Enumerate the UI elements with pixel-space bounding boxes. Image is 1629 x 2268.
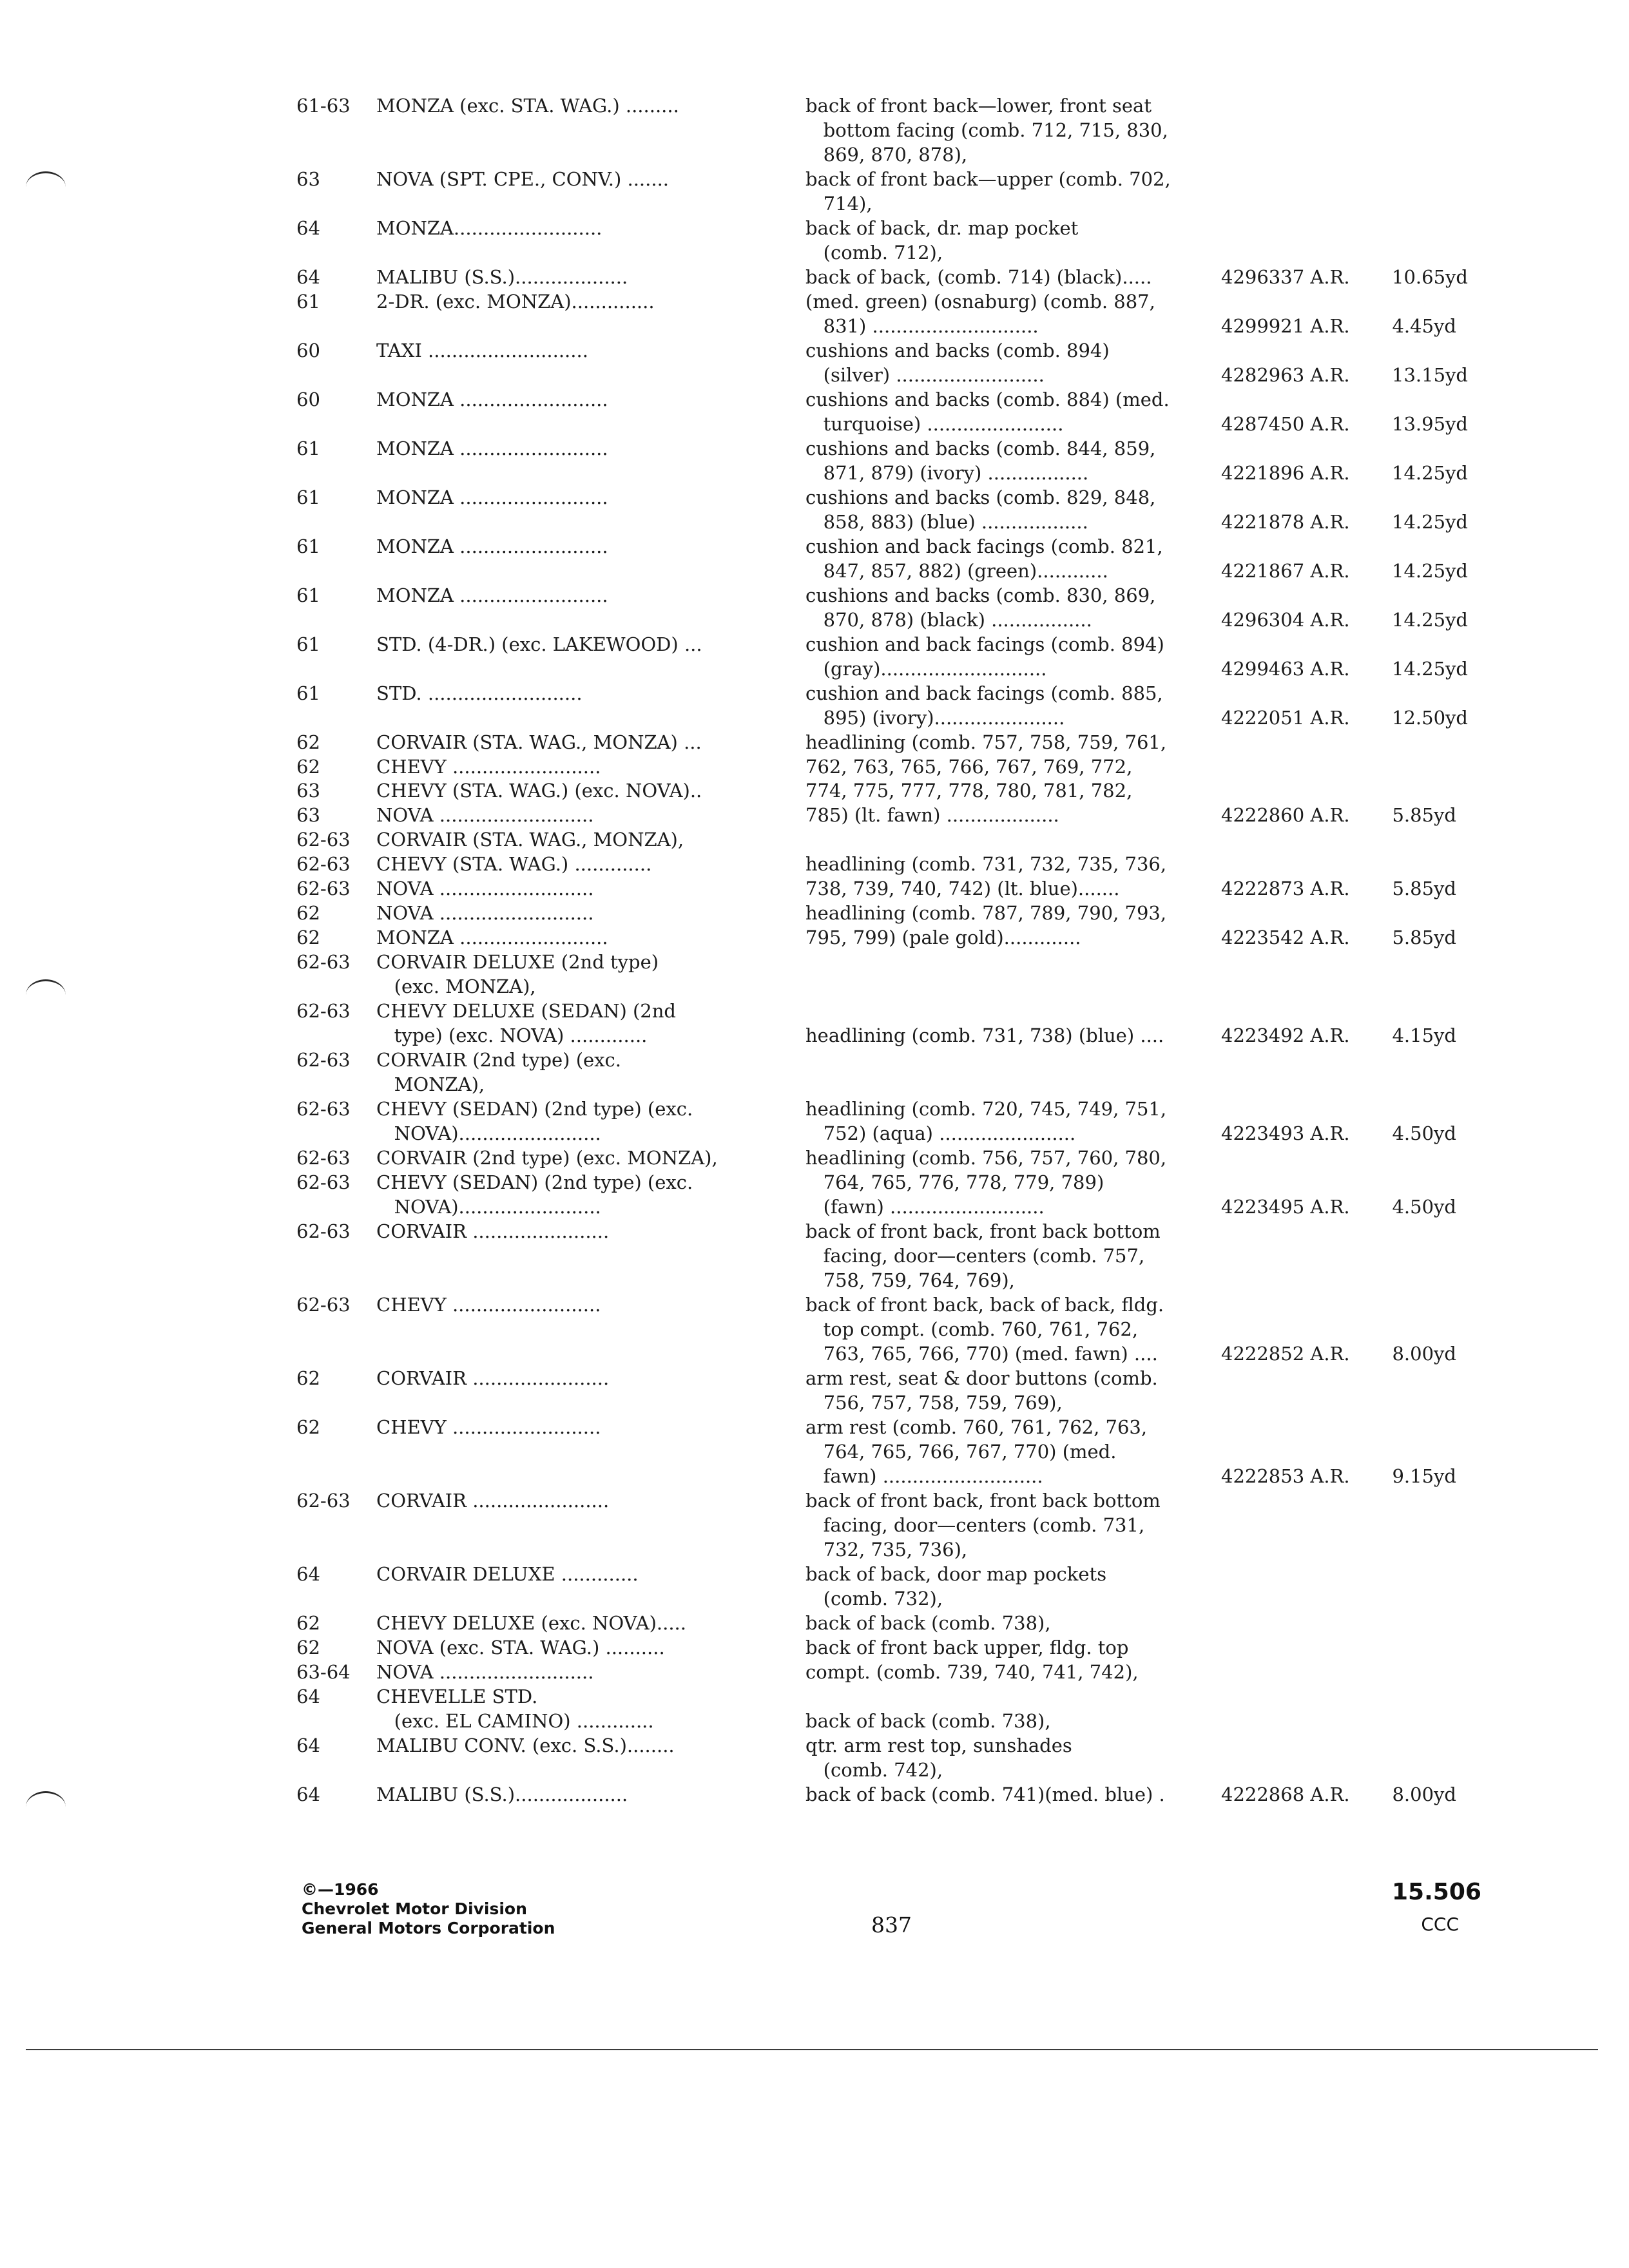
description-cell: fawn) ...........................: [805, 1465, 1043, 1487]
quantity-cell: 14.25yd: [1392, 559, 1468, 582]
description-cell: turquoise) .......................: [805, 412, 1064, 435]
description-cell: 763, 765, 766, 770) (med. fawn) ....: [805, 1343, 1158, 1365]
model-cell: MONZA (exc. STA. WAG.) .........: [376, 95, 679, 117]
description-cell: (comb. 742),: [805, 1758, 943, 1781]
description-cell: arm rest (comb. 760, 761, 762, 763,: [805, 1416, 1148, 1438]
year-cell: 63: [296, 780, 320, 802]
description-cell: headlining (comb. 787, 789, 790, 793,: [805, 902, 1167, 925]
page-number: 837: [871, 1912, 912, 1937]
model-cell: CORVAIR DELUXE (2nd type): [376, 951, 659, 974]
model-cell: NOVA ..........................: [376, 878, 594, 900]
description-cell: facing, door—centers (comb. 757,: [805, 1245, 1145, 1267]
year-cell: 62: [296, 1611, 320, 1634]
catalog-entry-row: [0, 461, 1629, 484]
catalog-entry-row: [0, 314, 1629, 337]
description-cell: headlining (comb. 731, 738) (blue) ....: [805, 1024, 1164, 1047]
model-cell: TAXI ...........................: [376, 339, 588, 361]
catalog-entry-row: [0, 1293, 1629, 1316]
description-cell: back of front back, back of back, fldg.: [805, 1294, 1164, 1316]
catalog-entry-row: [0, 143, 1629, 166]
year-cell: 64: [296, 216, 320, 239]
description-cell: 895) (ivory)......................: [805, 706, 1065, 729]
description-cell: headlining (comb. 720, 745, 749, 751,: [805, 1098, 1167, 1120]
description-cell: back of front back, front back bottom: [805, 1489, 1161, 1512]
description-cell: facing, door—centers (comb. 731,: [805, 1514, 1145, 1536]
part-number-cell: 4222860 A.R.: [1221, 804, 1350, 827]
description-cell: 752) (aqua) .......................: [805, 1122, 1076, 1145]
description-cell: 847, 857, 882) (green)............: [805, 559, 1108, 582]
model-cell: MONZA .........................: [376, 584, 608, 606]
model-cell: CHEVY DELUXE (SEDAN) (2nd: [376, 1000, 676, 1023]
binding-hole-mark: [26, 171, 66, 203]
description-cell: cushions and backs (comb. 884) (med.: [805, 388, 1170, 410]
description-cell: (silver) .........................: [805, 363, 1045, 386]
catalog-entry-row: [0, 706, 1629, 729]
part-number-cell: 4287450 A.R.: [1221, 412, 1350, 435]
year-cell: 62-63: [296, 1220, 351, 1243]
catalog-entry-row: [0, 1709, 1629, 1732]
quantity-cell: 14.25yd: [1392, 608, 1468, 631]
catalog-entry-row: [0, 950, 1629, 974]
part-number-cell: 4296337 A.R.: [1221, 265, 1350, 288]
catalog-entry-row: [0, 1146, 1629, 1169]
part-number-cell: 4299921 A.R.: [1221, 314, 1350, 337]
description-cell: 732, 735, 736),: [805, 1538, 968, 1561]
model-cell: (exc. MONZA),: [376, 975, 536, 998]
catalog-entry-row: [0, 559, 1629, 582]
catalog-entry-row: [0, 265, 1629, 288]
year-cell: 62: [296, 902, 320, 925]
model-cell: NOVA ..........................: [376, 804, 594, 827]
year-cell: 61: [296, 633, 320, 655]
corporation-line: General Motors Corporation: [302, 1919, 555, 1937]
year-cell: 62: [296, 1636, 320, 1658]
description-cell: cushions and backs (comb. 844, 859,: [805, 437, 1156, 459]
part-number-cell: 4222873 A.R.: [1221, 878, 1350, 900]
model-cell: MALIBU CONV. (exc. S.S.)........: [376, 1734, 675, 1756]
part-number-cell: 4223493 A.R.: [1221, 1122, 1350, 1145]
part-number-cell: 4221867 A.R.: [1221, 559, 1350, 582]
scan-edge-line: [26, 2049, 1598, 2050]
description-cell: cushions and backs (comb. 894): [805, 339, 1110, 361]
quantity-cell: 8.00yd: [1392, 1783, 1456, 1805]
catalog-entry-row: [0, 1342, 1629, 1365]
description-cell: back of back (comb. 741)(med. blue) .: [805, 1783, 1165, 1805]
quantity-cell: 14.25yd: [1392, 461, 1468, 484]
model-cell: CHEVY (SEDAN) (2nd type) (exc.: [376, 1098, 693, 1120]
year-cell: 64: [296, 1562, 320, 1585]
quantity-cell: 13.95yd: [1392, 412, 1468, 435]
description-cell: cushions and backs (comb. 829, 848,: [805, 486, 1156, 508]
year-cell: 62-63: [296, 829, 351, 851]
year-cell: 61-63: [296, 95, 351, 117]
model-cell: CHEVY (STA. WAG.) .............: [376, 853, 652, 876]
model-cell: CORVAIR .......................: [376, 1367, 610, 1389]
description-cell: cushions and backs (comb. 830, 869,: [805, 584, 1156, 606]
quantity-cell: 4.45yd: [1392, 314, 1456, 337]
model-cell: CORVAIR (STA. WAG., MONZA),: [376, 829, 684, 851]
catalog-entry-row: [0, 657, 1629, 680]
model-cell: MONZA .........................: [376, 437, 608, 459]
year-cell: 62-63: [296, 1489, 351, 1512]
model-cell: 2-DR. (exc. MONZA)..............: [376, 290, 655, 312]
description-cell: 795, 799) (pale gold).............: [805, 927, 1081, 949]
description-cell: 774, 775, 777, 778, 780, 781, 782,: [805, 780, 1133, 802]
quantity-cell: 13.15yd: [1392, 363, 1468, 386]
catalog-entry-row: [0, 1562, 1629, 1585]
description-cell: back of back, (comb. 714) (black).....: [805, 265, 1152, 288]
model-cell: CHEVY .........................: [376, 1416, 601, 1438]
description-cell: 871, 879) (ivory) .................: [805, 461, 1089, 484]
year-cell: 62-63: [296, 1294, 351, 1316]
part-number-cell: 4222051 A.R.: [1221, 706, 1350, 729]
part-number-cell: 4222868 A.R.: [1221, 1783, 1350, 1805]
description-cell: 785) (lt. fawn) ...................: [805, 804, 1059, 827]
description-cell: arm rest, seat & door buttons (comb.: [805, 1367, 1158, 1389]
description-cell: back of front back—upper (comb. 702,: [805, 168, 1171, 190]
catalog-entry-row: [0, 339, 1629, 361]
model-cell: MONZA),: [376, 1073, 485, 1096]
part-number-cell: 4221896 A.R.: [1221, 461, 1350, 484]
model-cell: MONZA .........................: [376, 927, 608, 949]
copyright-line: ©—1966: [302, 1880, 379, 1899]
description-cell: 756, 757, 758, 759, 769),: [805, 1391, 1063, 1414]
catalog-entry-row: [0, 1391, 1629, 1414]
year-cell: 62: [296, 1416, 320, 1438]
description-cell: cushion and back facings (comb. 885,: [805, 682, 1163, 704]
description-cell: top compt. (comb. 760, 761, 762,: [805, 1318, 1139, 1340]
description-cell: back of front back—lower, front seat: [805, 95, 1152, 117]
catalog-entry-row: [0, 1489, 1629, 1512]
description-cell: 764, 765, 766, 767, 770) (med.: [805, 1440, 1117, 1463]
catalog-entry-row: [0, 216, 1629, 239]
catalog-entry-row: [0, 1440, 1629, 1463]
year-cell: 64: [296, 1734, 320, 1756]
section-number: 15.506: [1392, 1879, 1481, 1905]
description-cell: back of front back, front back bottom: [805, 1220, 1161, 1243]
year-cell: 61: [296, 290, 320, 312]
year-cell: 64: [296, 1685, 320, 1707]
catalog-entry-row: [0, 1758, 1629, 1781]
quantity-cell: 14.25yd: [1392, 510, 1468, 533]
quantity-cell: 8.00yd: [1392, 1343, 1456, 1365]
description-cell: 831) ............................: [805, 314, 1039, 337]
year-cell: 62: [296, 927, 320, 949]
model-cell: NOVA ..........................: [376, 1660, 594, 1683]
model-cell: CORVAIR (2nd type) (exc. MONZA),: [376, 1147, 718, 1169]
catalog-entry-row: [0, 290, 1629, 312]
description-cell: 764, 765, 776, 778, 779, 789): [805, 1171, 1104, 1194]
description-cell: 858, 883) (blue) ..................: [805, 510, 1088, 533]
catalog-entry-row: [0, 94, 1629, 117]
model-cell: NOVA ..........................: [376, 902, 594, 925]
description-cell: 758, 759, 764, 769),: [805, 1269, 1015, 1291]
model-cell: MONZA .........................: [376, 486, 608, 508]
quantity-cell: 9.15yd: [1392, 1465, 1456, 1487]
catalog-entry-row: [0, 926, 1629, 949]
description-cell: (comb. 712),: [805, 241, 943, 264]
description-cell: 870, 878) (black) .................: [805, 608, 1092, 631]
year-cell: 62: [296, 1367, 320, 1389]
description-cell: back of front back upper, fldg. top: [805, 1636, 1129, 1658]
model-cell: NOVA)........................: [376, 1122, 601, 1145]
quantity-cell: 4.50yd: [1392, 1122, 1456, 1145]
model-cell: MONZA .........................: [376, 535, 608, 557]
description-cell: cushion and back facings (comb. 894): [805, 633, 1164, 655]
year-cell: 62-63: [296, 1098, 351, 1120]
description-cell: headlining (comb. 756, 757, 760, 780,: [805, 1147, 1167, 1169]
description-cell: compt. (comb. 739, 740, 741, 742),: [805, 1660, 1139, 1683]
year-cell: 62-63: [296, 1147, 351, 1169]
description-cell: (fawn) ..........................: [805, 1196, 1045, 1218]
model-cell: CORVAIR .......................: [376, 1220, 610, 1243]
catalog-entry-row: [0, 1587, 1629, 1610]
description-cell: back of back, dr. map pocket: [805, 216, 1079, 239]
year-cell: 61: [296, 682, 320, 704]
year-cell: 64: [296, 1783, 320, 1805]
binding-hole-mark: [26, 979, 66, 1011]
model-cell: STD. (4-DR.) (exc. LAKEWOOD) ...: [376, 633, 702, 655]
year-cell: 61: [296, 535, 320, 557]
year-cell: 60: [296, 339, 320, 361]
model-cell: type) (exc. NOVA) .............: [376, 1024, 648, 1047]
model-cell: STD. ..........................: [376, 682, 583, 704]
catalog-entry-row: [0, 1685, 1629, 1707]
description-cell: 714),: [805, 192, 872, 215]
description-cell: 869, 870, 878),: [805, 144, 968, 166]
quantity-cell: 10.65yd: [1392, 265, 1468, 288]
year-cell: 62-63: [296, 951, 351, 974]
section-code: CCC: [1421, 1914, 1459, 1935]
catalog-entry-row: [0, 1734, 1629, 1756]
year-cell: 61: [296, 486, 320, 508]
model-cell: (exc. EL CAMINO) .............: [376, 1709, 654, 1732]
part-number-cell: 4221878 A.R.: [1221, 510, 1350, 533]
catalog-entry-row: [0, 1097, 1629, 1120]
description-cell: back of back, door map pockets: [805, 1562, 1107, 1585]
catalog-entry-row: [0, 1195, 1629, 1218]
year-cell: 62: [296, 755, 320, 778]
publisher-block: [302, 1880, 555, 1938]
catalog-entry-row: [0, 828, 1629, 851]
year-cell: 63-64: [296, 1660, 351, 1683]
description-cell: bottom facing (comb. 712, 715, 830,: [805, 119, 1168, 141]
model-cell: MONZA.........................: [376, 216, 602, 239]
part-number-cell: 4282963 A.R.: [1221, 363, 1350, 386]
model-cell: CORVAIR .......................: [376, 1489, 610, 1512]
description-cell: 738, 739, 740, 742) (lt. blue).......: [805, 878, 1120, 900]
description-cell: (med. green) (osnaburg) (comb. 887,: [805, 290, 1155, 312]
catalog-entry-row: [0, 510, 1629, 533]
catalog-entry-row: [0, 1611, 1629, 1634]
catalog-entry-row: [0, 363, 1629, 386]
model-cell: MALIBU (S.S.)...................: [376, 1783, 628, 1805]
catalog-entry-row: [0, 1538, 1629, 1561]
division-line: Chevrolet Motor Division: [302, 1899, 527, 1918]
model-cell: CORVAIR (STA. WAG., MONZA) ...: [376, 731, 702, 753]
quantity-cell: 5.85yd: [1392, 878, 1456, 900]
description-cell: back of back (comb. 738),: [805, 1709, 1051, 1732]
model-cell: NOVA (exc. STA. WAG.) ..........: [376, 1636, 665, 1658]
description-cell: (gray)............................: [805, 657, 1047, 680]
description-cell: (comb. 732),: [805, 1587, 943, 1610]
catalog-entry-row: [0, 608, 1629, 631]
description-cell: cushion and back facings (comb. 821,: [805, 535, 1163, 557]
quantity-cell: 12.50yd: [1392, 706, 1468, 729]
year-cell: 63: [296, 168, 320, 190]
model-cell: MONZA .........................: [376, 388, 608, 410]
description-cell: headlining (comb. 731, 732, 735, 736,: [805, 853, 1167, 876]
catalog-entry-row: [0, 1660, 1629, 1683]
model-cell: CHEVY DELUXE (exc. NOVA).....: [376, 1611, 686, 1634]
year-cell: 60: [296, 388, 320, 410]
catalog-entry-row: [0, 1048, 1629, 1072]
catalog-entry-row: [0, 1244, 1629, 1267]
part-number-cell: 4299463 A.R.: [1221, 657, 1350, 680]
binding-hole-mark: [26, 1791, 66, 1823]
model-cell: CORVAIR (2nd type) (exc.: [376, 1049, 622, 1072]
part-number-cell: 4222852 A.R.: [1221, 1343, 1350, 1365]
quantity-cell: 5.85yd: [1392, 804, 1456, 827]
year-cell: 62-63: [296, 1171, 351, 1194]
year-cell: 62: [296, 731, 320, 753]
part-number-cell: 4222853 A.R.: [1221, 1465, 1350, 1487]
model-cell: CHEVELLE STD.: [376, 1685, 538, 1707]
quantity-cell: 14.25yd: [1392, 657, 1468, 680]
part-number-cell: 4223542 A.R.: [1221, 927, 1350, 949]
year-cell: 62-63: [296, 853, 351, 876]
description-cell: headlining (comb. 757, 758, 759, 761,: [805, 731, 1167, 753]
year-cell: 62-63: [296, 1000, 351, 1023]
model-cell: CORVAIR DELUXE .............: [376, 1562, 639, 1585]
catalog-entry-row: [0, 901, 1629, 925]
catalog-entry-row: [0, 877, 1629, 900]
catalog-entry-row: [0, 803, 1629, 827]
model-cell: CHEVY .........................: [376, 755, 601, 778]
catalog-entry-row: [0, 1636, 1629, 1658]
quantity-cell: 4.15yd: [1392, 1024, 1456, 1047]
description-cell: qtr. arm rest top, sunshades: [805, 1734, 1072, 1756]
catalog-entry-row: [0, 852, 1629, 876]
part-number-cell: 4223492 A.R.: [1221, 1024, 1350, 1047]
catalog-entry-row: [0, 999, 1629, 1023]
catalog-entry-row: [0, 779, 1629, 802]
catalog-entry-row: [0, 755, 1629, 778]
model-cell: MALIBU (S.S.)...................: [376, 265, 628, 288]
description-cell: back of back (comb. 738),: [805, 1611, 1051, 1634]
model-cell: CHEVY .........................: [376, 1294, 601, 1316]
catalog-entry-row: [0, 388, 1629, 410]
model-cell: NOVA)........................: [376, 1196, 601, 1218]
year-cell: 62-63: [296, 1049, 351, 1072]
year-cell: 64: [296, 265, 320, 288]
description-cell: 762, 763, 765, 766, 767, 769, 772,: [805, 755, 1133, 778]
catalog-entry-row: [0, 241, 1629, 264]
year-cell: 61: [296, 584, 320, 606]
quantity-cell: 5.85yd: [1392, 927, 1456, 949]
model-cell: CHEVY (STA. WAG.) (exc. NOVA)..: [376, 780, 702, 802]
model-cell: NOVA (SPT. CPE., CONV.) .......: [376, 168, 670, 190]
catalog-entry-row: [0, 192, 1629, 215]
year-cell: 62-63: [296, 878, 351, 900]
model-cell: CHEVY (SEDAN) (2nd type) (exc.: [376, 1171, 693, 1194]
year-cell: 63: [296, 804, 320, 827]
part-number-cell: 4223495 A.R.: [1221, 1196, 1350, 1218]
year-cell: 61: [296, 437, 320, 459]
part-number-cell: 4296304 A.R.: [1221, 608, 1350, 631]
quantity-cell: 4.50yd: [1392, 1196, 1456, 1218]
catalog-entry-row: [0, 412, 1629, 435]
